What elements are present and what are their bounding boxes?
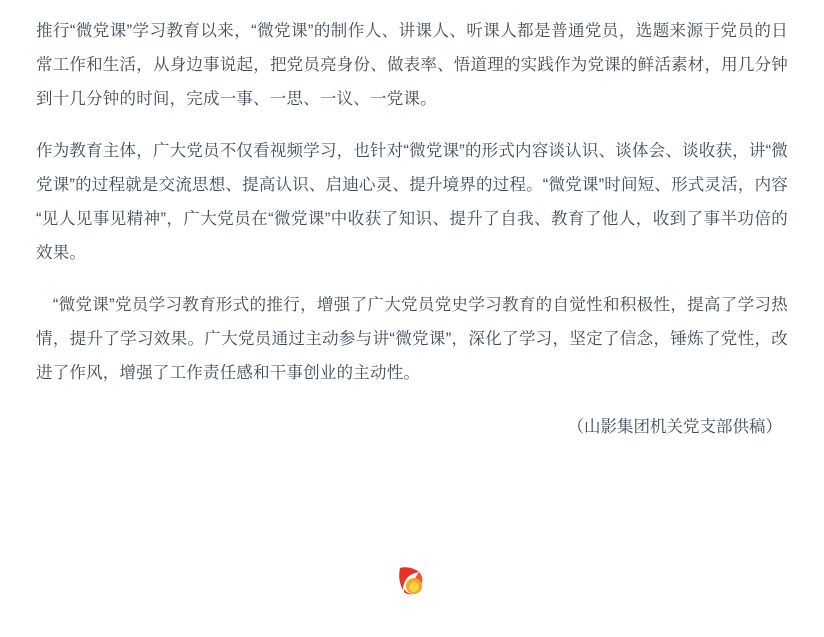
paragraph-3: “微党课”党员学习教育形式的推行，增强了广大党员党史学习教育的自觉性和积极性，提高了学习热情，提升了学习效果。广大党员通过主动参与讲“微党课”，深化了学习，坚定了信念，锤炼了党性，改进了作风，增强了工作责任感和干事创业的主动性。 (36, 296, 788, 382)
flame-logo-icon (392, 559, 432, 599)
footer-logo (0, 559, 824, 599)
article-source-signature: （山影集团机关党支部供稿） (567, 418, 782, 436)
paragraph-1: 推行“微党课”学习教育以来，“微党课”的制作人、讲课人、听课人都是普通党员，选题来源于党员的日常工作和生活，从身边事说起，把党员亮身份、做表率、悟道理的实践作为党课的鲜活素材，用几分钟到十几分钟的时间，完成一事、一思、一议、一党课。 (36, 22, 788, 108)
paragraph-2: 作为教育主体，广大党员不仅看视频学习，也针对“微党课”的形式内容谈认识、谈体会、谈收获，讲“微党课”的过程就是交流思想、提高认识、启迪心灵、提升境界的过程。“微党课”时间短、形式灵活，内容“见人见事见精神”，广大党员在“微党课”中收获了知识、提升了自我、教育了他人，收到了事半功倍的效果。 (36, 142, 788, 262)
